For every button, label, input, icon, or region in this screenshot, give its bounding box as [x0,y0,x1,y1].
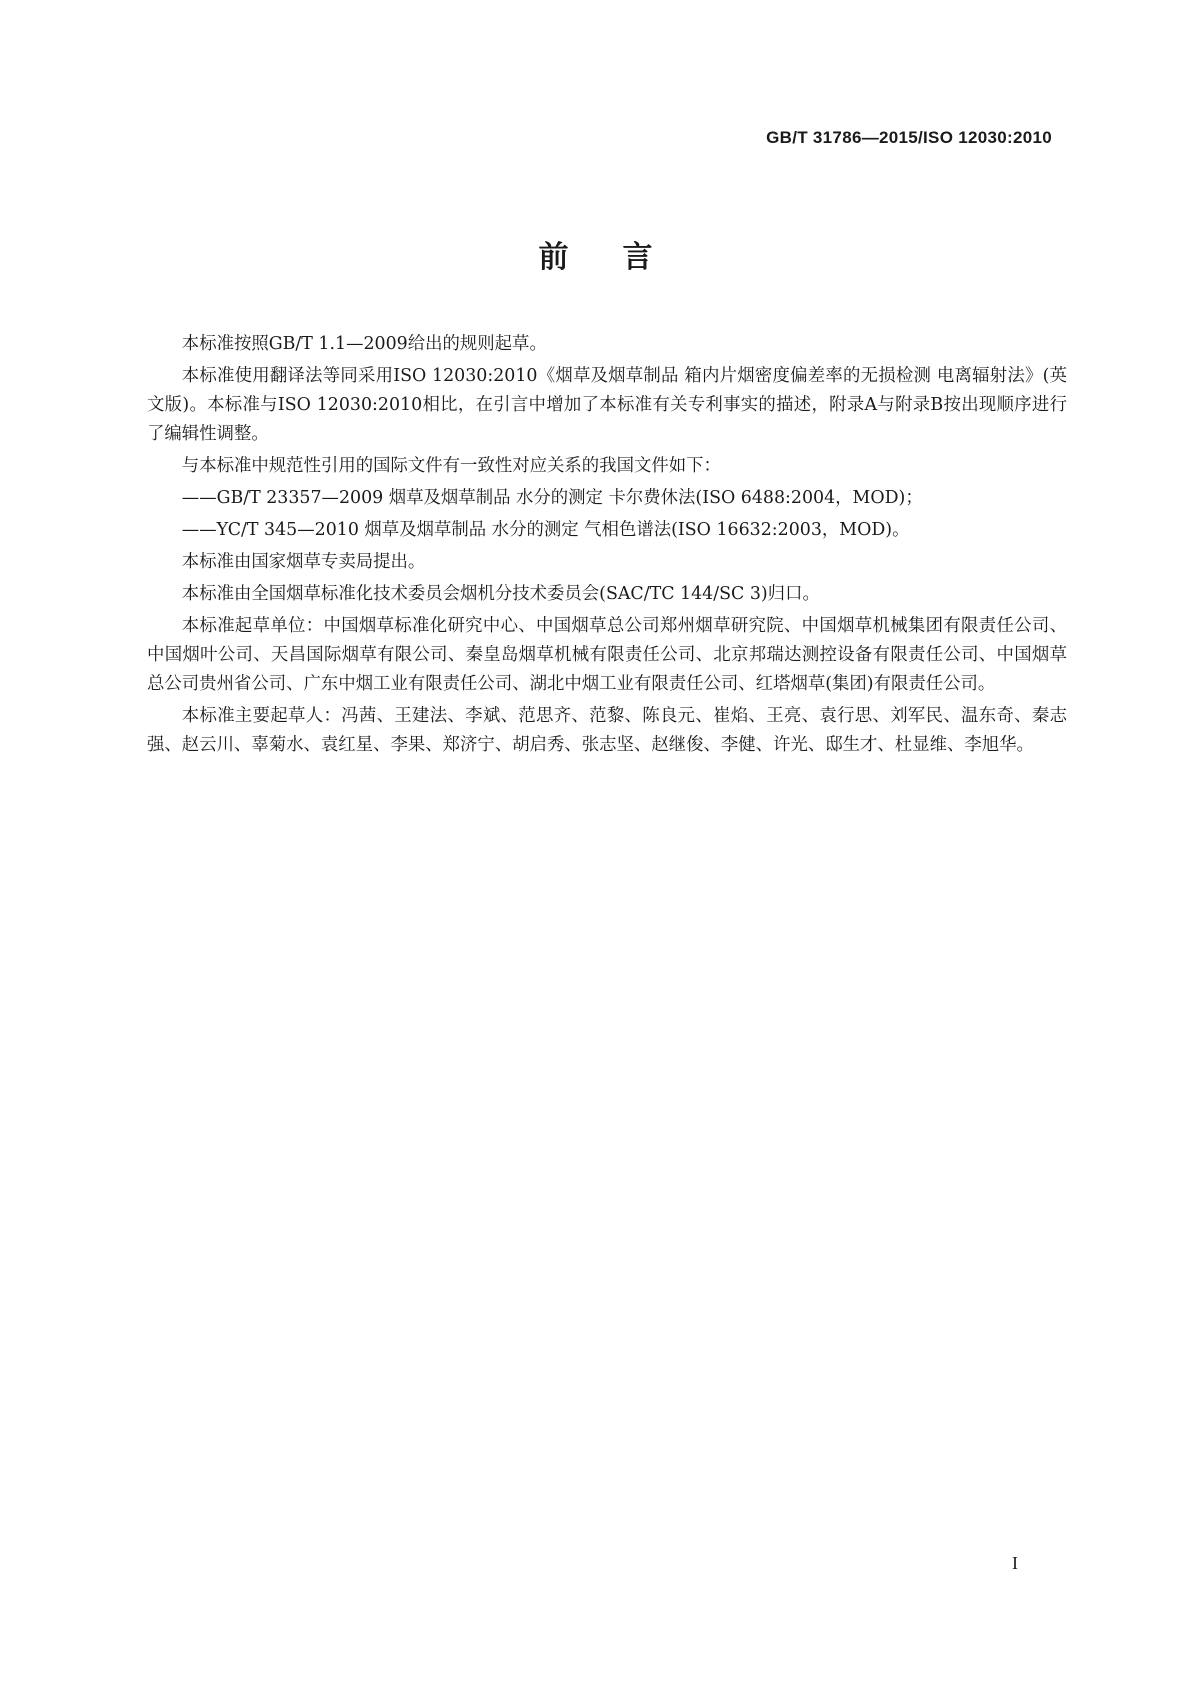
paragraph-proposer: 本标准由国家烟草专卖局提出。 [181,552,426,572]
document-body [147,330,1067,763]
paragraph-drafting-units: 本标准起草单位：中国烟草标准化研究中心、中国烟草总公司郑州烟草研究院、中国烟草机械集团有限责任公司、中国烟叶公司、天昌国际烟草有限公司、秦皇岛烟草机械有限责任公司、北京邦瑞达测控设备有限责任公司、中国烟草总公司贵州省公司、广东中烟工业有限责任公司、湖北中烟工业有限责任公司、红塔烟草(集团)有限责任公司。 [147,616,1067,694]
page-title: 前言 [538,240,707,275]
reference-item: ——GB/T 23357—2009 烟草及烟草制品 水分的测定 卡尔费休法(ISO 6488:2004，MOD)； [181,488,923,508]
paragraph-references-intro: 与本标准中规范性引用的国际文件有一致性对应关系的我国文件如下： [181,456,721,476]
reference-item: ——YC/T 345—2010 烟草及烟草制品 水分的测定 气相色谱法(ISO 16632:2003，MOD)。 [181,520,910,540]
standard-code: GB/T 31786—2015/ISO 12030:2010 [766,128,1052,147]
paragraph-adoption: 本标准使用翻译法等同采用ISO 12030:2010《烟草及烟草制品 箱内片烟密度偏差率的无损检测 电离辐射法》(英文版)。本标准与ISO 12030:2010相比，在引言中增加了本标准有关专利事实的描述，附录A与附录B按出现顺序进行了编辑性调整。 [147,366,1067,444]
paragraph-centralizer: 本标准由全国烟草标准化技术委员会烟机分技术委员会(SAC/TC 144/SC 3)归口。 [181,584,820,604]
paragraph-drafters: 本标准主要起草人：冯茜、王建法、李斌、范思齐、范黎、陈良元、崔焰、王亮、袁行思、刘军民、温东奇、秦志强、赵云川、辜菊水、袁红星、李果、郑济宁、胡启秀、张志坚、赵继俊、李健、许光、邸生才、杜显维、李旭华。 [147,706,1067,755]
page-number: I [1012,1553,1018,1573]
paragraph-drafting-rules: 本标准按照GB/T 1.1—2009给出的规则起草。 [181,334,547,354]
